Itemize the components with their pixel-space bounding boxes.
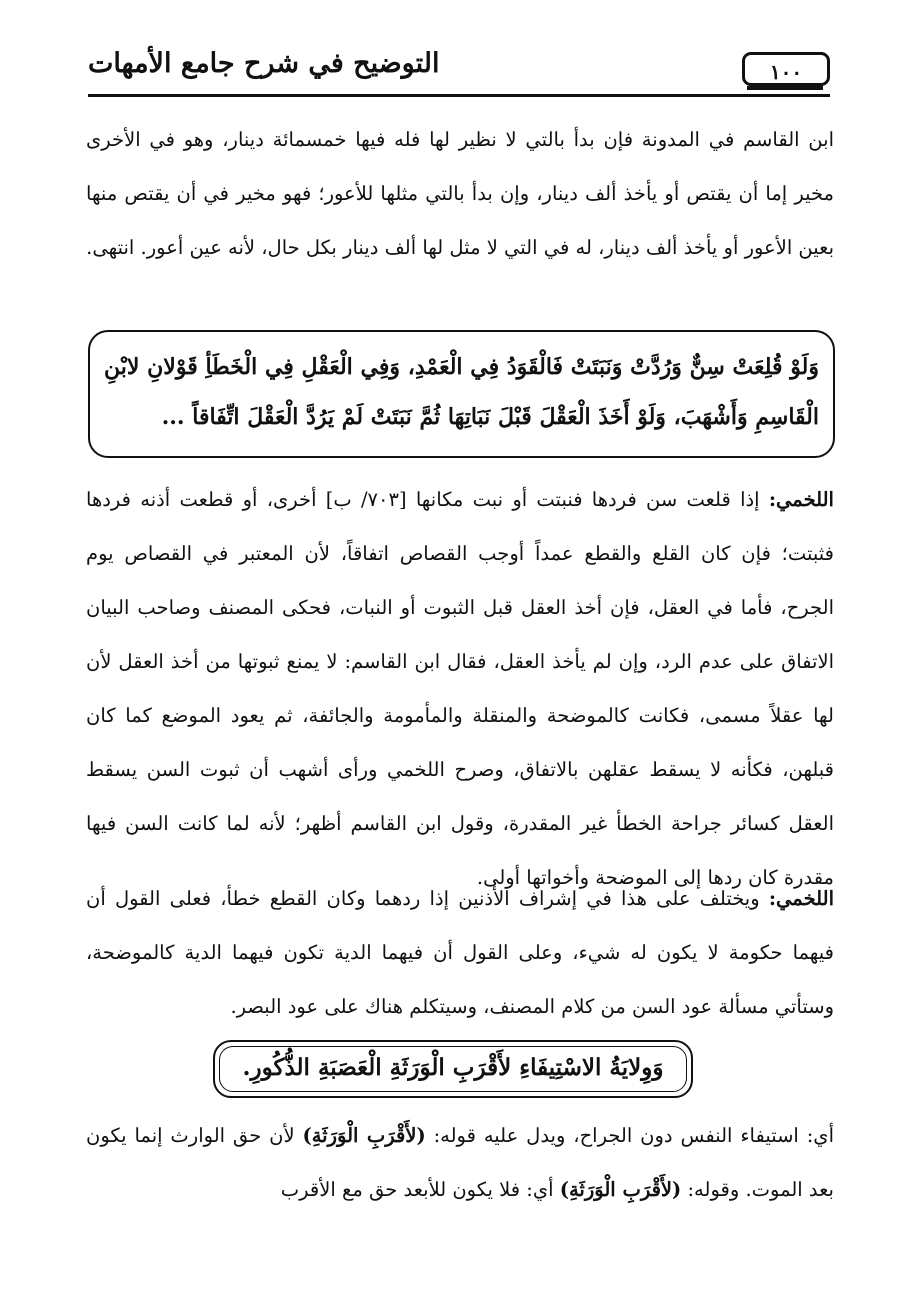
paragraph-1: ابن القاسم في المدونة فإن بدأ بالتي لا نظير لها فله فيها خمسمائة دينار، وهو في الأخرى مخير إما أن يقتص أو يأخذ ألف دينار، وإن بدأ بالتي مثلها للأعور؛ فهو مخير في أن يقتص منها بعين الأعور أو يأخذ ألف دينار، له في التي لا مثل لها ألف دينار بكل حال، لأنه عين أعور. انتهى. [86, 128, 834, 259]
matn-box-2: وَوِلايَةُ الاسْتِيفَاءِ لأَقْرَبِ الْوَرَثَةِ الْعَصَبَةِ الذُّكُورِ. [213, 1040, 693, 1098]
lakhmi-label: اللخمي: [768, 488, 834, 511]
paragraph-2-text: إذا قلعت سن فردها فنبتت أو نبت مكانها [٧٠٣/ ب] أخرى، أو قطعت أذنه فردها فثبتت؛ فإن كان القلع والقطع عمداً أوجب القصاص اتفاقاً، لأن المعتبر في القصاص يوم الجرح، فأما في العقل، فإن أخذ العقل قبل الثبوت أو النبات، فحكى المصنف وصاحب البيان الاتفاق على عدم الرد، وإن لم يأخذ العقل، فقال ابن القاسم: لا يمنع ثبوتها من أخذ العقل لأن لها عقلاً مسمى، فكانت كالموضحة والمنقلة والمأمومة والجائفة، ثم يعود الموضع كما كان قبلهن، فكأنه لا يسقط عقلهن بالاتفاق، وصرح اللخمي ورأى أشهب أن ثبوت السن يسقط العقل كسائر جراحة الخطأ غير المقدرة، وقول ابن القاسم أظهر؛ لأنه لما كانت السن فيها مقدرة كان ردها إلى الموضحة وأخواتها أولى. [86, 488, 834, 889]
page-number: ١٠٠ [742, 52, 830, 86]
paragraph-4-text-2: لأن حق الوارث إنما يكون بعد الموت. وقوله: [86, 1124, 834, 1201]
paragraph-3 [86, 872, 834, 1034]
paragraph-4 [86, 1109, 834, 1217]
quote-2: (لأَقْرَبِ الْوَرَثَةِ) [559, 1178, 682, 1201]
lakhmi-label: اللخمي: [768, 887, 834, 910]
page-header [88, 46, 830, 97]
paragraph-3-text: ويختلف على هذا في إشراف الأذنين إذا ردهما وكان القطع خطأ، فعلى القول أن فيهما حكومة لا يكون له شيء، وعلى القول أن فيهما الدية تكون فيهما الدية كالموضحة، وستأتي مسألة عود السن من كلام المصنف، وسيتكلم هناك على عود البصر. [86, 887, 834, 1018]
quote-1: (لأَقْرَبِ الْوَرَثَةِ) [302, 1124, 426, 1147]
paragraph-2 [86, 473, 834, 905]
matn-box-1: وَلَوْ قُلِعَتْ سِنٌّ وَرُدَّتْ وَنَبَتَتْ فَالْقَوَدُ فِي الْعَمْدِ، وَفِي الْعَقْلِ فِي الْخَطَأِ قَوْلانِ لابْنِ الْقَاسِمِ وَأَشْهَبَ، وَلَوْ أَخَذَ الْعَقْلَ قَبْلَ نَبَاتِهَا ثُمَّ نَبَتَتْ لَمْ يَرُدَّ الْعَقْلَ اتِّفَاقاً ... [88, 330, 835, 458]
paragraph-4-text-1: أي: استيفاء النفس دون الجراح، ويدل عليه قوله: [425, 1124, 834, 1147]
running-title: التوضيح في شرح جامع الأمهات [88, 48, 440, 79]
paragraph-4-text-3: أي: فلا يكون للأبعد حق مع الأقرب [280, 1178, 560, 1201]
